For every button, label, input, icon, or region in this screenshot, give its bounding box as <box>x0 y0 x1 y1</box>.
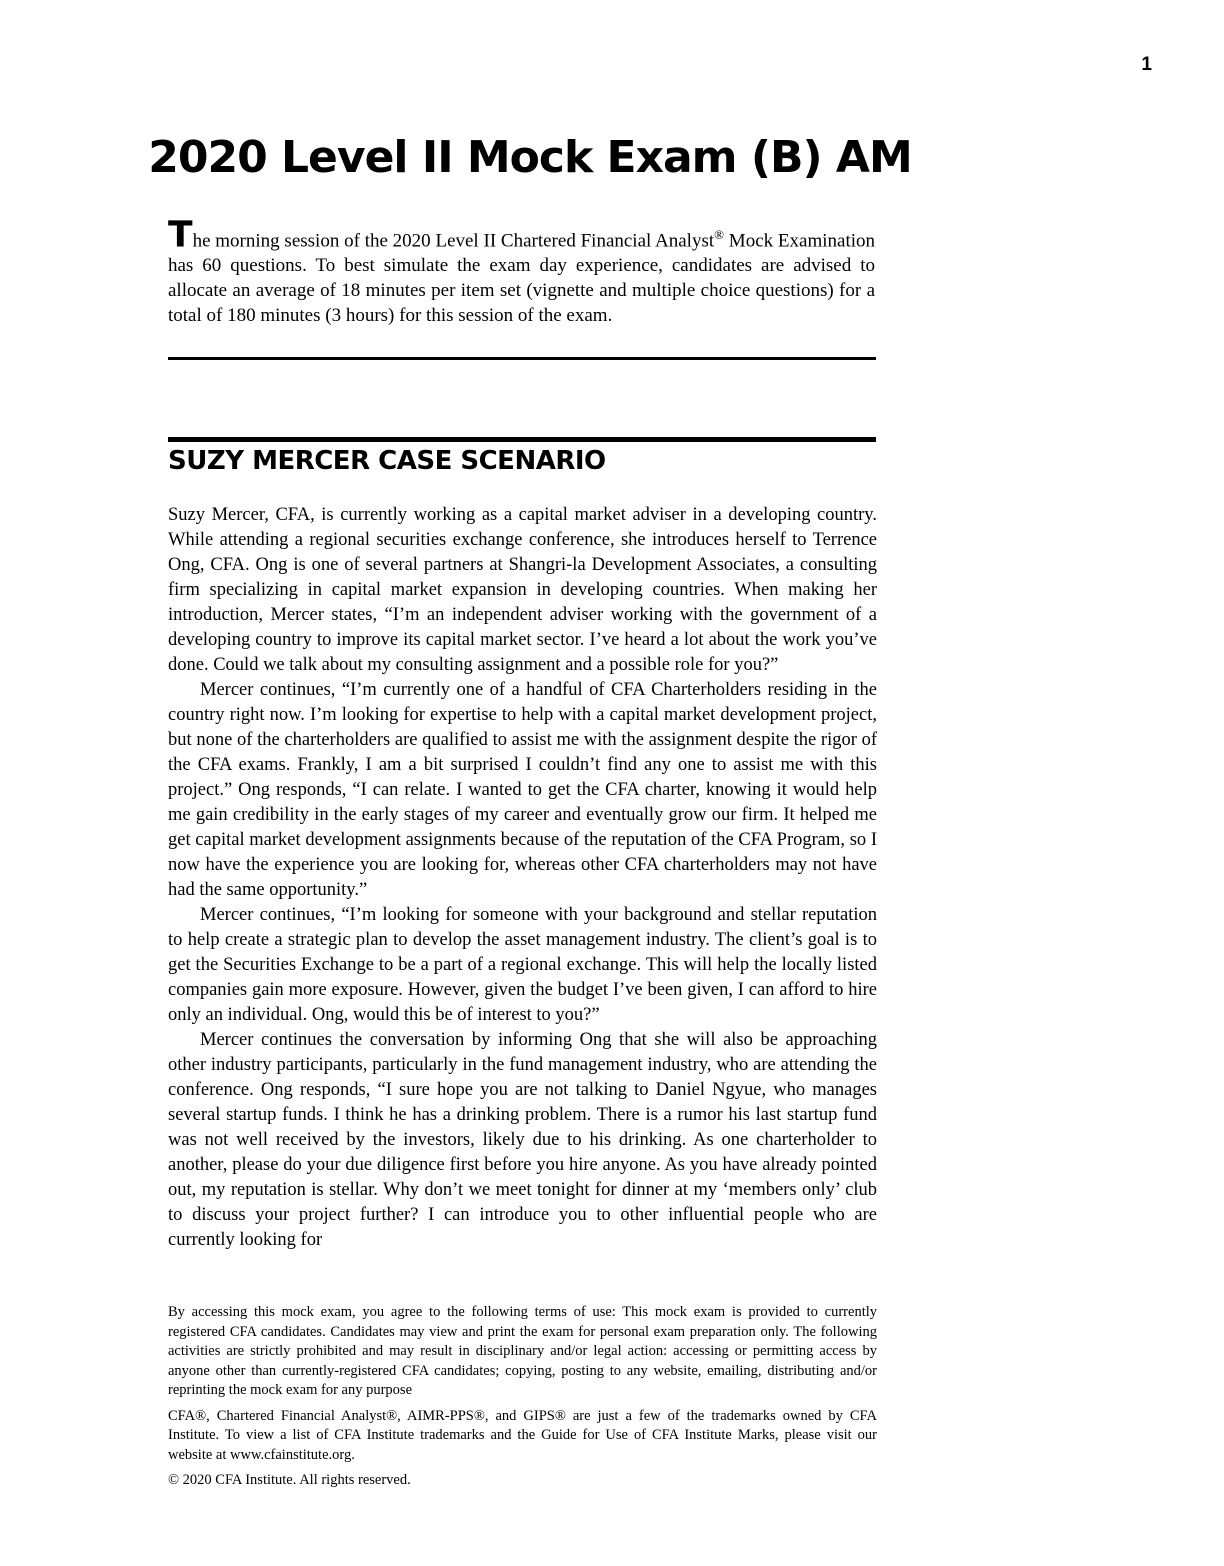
paragraph-3: Mercer continues, “I’m looking for someone with your background and stellar reputation to help create a strategic plan to develop the asset management industry. The client’s goal is to get the Securities Exchange to be a part of a regional exchange. This will help the locally listed companies gain more exposure. However, given the budget I’ve been given, I can afford to hire only an individual. Ong, would this be of interest to you?” <box>168 905 877 1025</box>
registered-mark: ® <box>714 227 725 242</box>
exam-title: 2020 Level II Mock Exam (B) AM <box>148 132 912 183</box>
section-divider <box>168 437 876 442</box>
page-number: 1 <box>1141 54 1152 75</box>
paragraph-4: Mercer continues the conversation by informing Ong that she will also be approaching other industry participants, particularly in the fund management industry, who are attending the conference. Ong responds, “I sure hope you are not talking to Daniel Ngyue, who manages several startup funds. I think he has a drinking problem. There is a rumor his last startup fund was not well received by the investors, likely due to his drinking. As one charterholder to another, please do your due diligence first before you hire anyone. As you have already pointed out, my reputation is stellar. Why don’t we meet tonight for dinner at my ‘members only’ club to discuss your project further? I can introduce you to other influential people who are currently looking for <box>168 1030 877 1250</box>
trademark-notice: CFA®, Chartered Financial Analyst®, AIMR-PPS®, and GIPS® are just a few of the trademarks owned by CFA Institute. To view a list of CFA Institute trademarks and the Guide for Use of CFA Institute Marks, please visit our website at www.cfainstitute.org. <box>168 1407 877 1463</box>
paragraph-1: Suzy Mercer, CFA, is currently working as a capital market adviser in a developing country. While attending a regional securities exchange conference, she introduces herself to Terrence Ong, CFA. Ong is one of several partners at Shangri-la Development Associates, a consulting firm specializing in capital market expansion in developing countries. When making her introduction, Mercer states, “I’m an independent adviser working with the government of a developing country to improve its capital market sector. I’ve heard a lot about the work you’ve done. Could we talk about my consulting assignment and a possible role for you?” <box>168 505 877 675</box>
intro-text-start: he morning session of the 2020 Level II Chartered Financial Analyst <box>192 230 715 252</box>
case-scenario-body <box>168 503 877 1253</box>
footer-notes <box>168 1303 877 1497</box>
copyright-notice: © 2020 CFA Institute. All rights reserved. <box>168 1472 411 1488</box>
intro-paragraph <box>168 214 875 328</box>
intro-text-end: Mock Examination has 60 questions. To best simulate the exam day experience, candidates are advised to allocate an average of 18 minutes per item set (vignette and multiple choice questions) for a total of 180 minutes (3 hours) for this session of the exam. <box>168 230 875 327</box>
section-title: SUZY MERCER CASE SCENARIO <box>168 446 606 476</box>
paragraph-2: Mercer continues, “I’m currently one of a handful of CFA Charterholders residing in the country right now. I’m looking for expertise to help with a capital market development project, but none of the charterholders are qualified to assist me with the assignment despite the rigor of the CFA exams. Frankly, I am a bit surprised I couldn’t find any one to assist me with this project.” Ong responds, “I can relate. I wanted to get the CFA charter, knowing it would help me gain credibility in the early stages of my career and eventually grow our firm. It helped me get capital market development assignments because of the reputation of the CFA Program, so I now have the experience you are looking for, whereas other CFA charterholders may not have had the same opportunity.” <box>168 680 877 900</box>
terms-of-use: By accessing this mock exam, you agree to the following terms of use: This mock exam is provided to currently registered CFA candidates. Candidates may view and print the exam for personal exam preparation only. The following activities are strictly prohibited and may result in disciplinary and/or legal action: accessing or permitting access by anyone other than currently-registered CFA candidates; copying, posting to any website, emailing, distributing and/or reprinting the mock exam for any purpose <box>168 1304 877 1398</box>
intro-divider <box>168 357 876 360</box>
drop-cap: T <box>168 214 193 256</box>
